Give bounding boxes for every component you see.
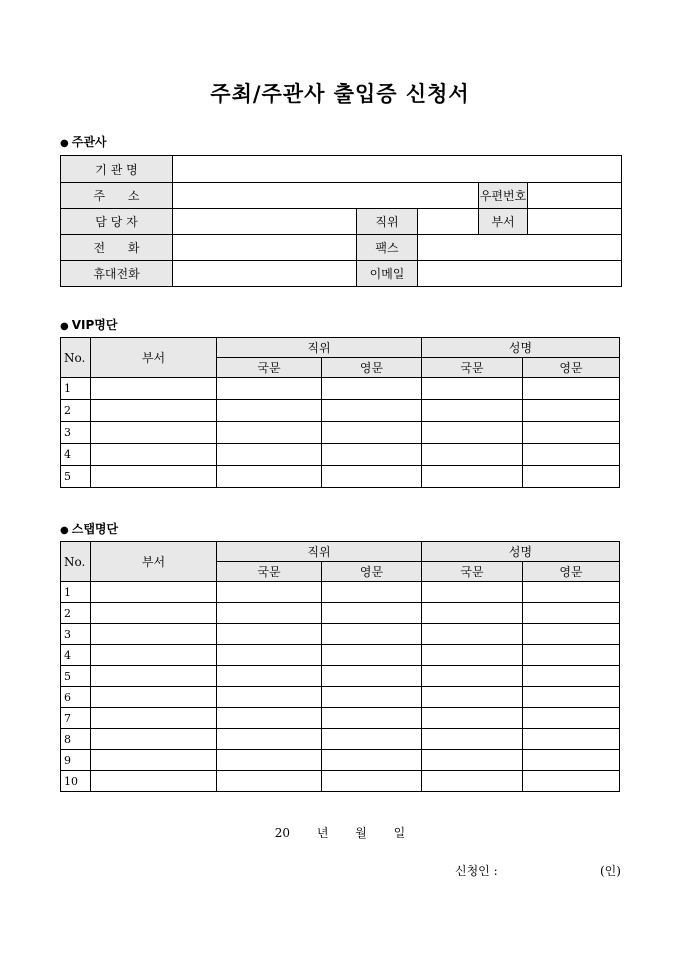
dept-cell[interactable] xyxy=(91,708,217,729)
name-english-cell[interactable] xyxy=(523,582,620,603)
dept-cell[interactable] xyxy=(91,444,217,466)
position-english-cell[interactable] xyxy=(322,771,422,792)
name-english-cell[interactable] xyxy=(523,771,620,792)
table-row xyxy=(61,582,620,603)
row-number: 10 xyxy=(61,771,91,792)
position-english-cell[interactable] xyxy=(322,400,422,422)
bullet-icon: ● xyxy=(60,321,69,332)
row-number: 3 xyxy=(61,624,91,645)
label-fax: 팩스 xyxy=(357,235,418,261)
name-english-cell[interactable] xyxy=(523,378,620,400)
table-row xyxy=(61,771,620,792)
name-korean-cell[interactable] xyxy=(422,422,523,444)
table-row xyxy=(61,400,620,422)
dept-cell[interactable] xyxy=(91,603,217,624)
position-korean-cell[interactable] xyxy=(217,687,322,708)
label-position: 직위 xyxy=(357,209,418,235)
label-email: 이메일 xyxy=(357,261,418,287)
table-row xyxy=(61,422,620,444)
header-name: 성명 xyxy=(422,338,620,358)
form-title: 주최/주관사 출입증 신청서 xyxy=(210,81,470,106)
name-english-cell[interactable] xyxy=(523,603,620,624)
position-english-cell[interactable] xyxy=(322,708,422,729)
header-position-korean: 국문 xyxy=(217,358,322,378)
header-position-english: 영문 xyxy=(322,358,422,378)
name-korean-cell[interactable] xyxy=(422,582,523,603)
dept-cell[interactable] xyxy=(91,729,217,750)
row-number: 1 xyxy=(61,582,91,603)
vip-table xyxy=(60,337,620,488)
row-number: 1 xyxy=(61,378,91,400)
table-row xyxy=(61,378,620,400)
email-field[interactable] xyxy=(418,261,622,287)
position-english-cell[interactable] xyxy=(322,624,422,645)
table-row xyxy=(61,603,620,624)
table-row xyxy=(61,444,620,466)
header-position: 직위 xyxy=(217,338,422,358)
header-name: 성명 xyxy=(422,542,620,562)
org-name-field[interactable] xyxy=(173,156,622,183)
position-english-cell[interactable] xyxy=(322,603,422,624)
department-field[interactable] xyxy=(528,209,622,235)
name-korean-cell[interactable] xyxy=(422,466,523,488)
position-korean-cell[interactable] xyxy=(217,466,322,488)
row-number: 9 xyxy=(61,750,91,771)
table-row xyxy=(61,466,620,488)
row-number: 7 xyxy=(61,708,91,729)
date-prefix: 20 xyxy=(274,826,290,840)
position-korean-cell[interactable] xyxy=(217,378,322,400)
dept-cell[interactable] xyxy=(91,750,217,771)
table-row xyxy=(61,708,620,729)
position-korean-cell[interactable] xyxy=(217,603,322,624)
position-english-cell[interactable] xyxy=(322,750,422,771)
label-phone: 전 화 xyxy=(61,235,173,261)
position-english-cell[interactable] xyxy=(322,422,422,444)
signature-label: 신청인 : xyxy=(455,864,498,878)
name-english-cell[interactable] xyxy=(523,750,620,771)
name-korean-cell[interactable] xyxy=(422,771,523,792)
address-field[interactable] xyxy=(173,183,479,209)
bullet-icon: ● xyxy=(60,138,69,149)
position-korean-cell[interactable] xyxy=(217,666,322,687)
label-department: 부서 xyxy=(479,209,528,235)
section-heading-label: 스탭명단 xyxy=(71,522,119,536)
row-number: 4 xyxy=(61,645,91,666)
name-korean-cell[interactable] xyxy=(422,645,523,666)
position-english-cell[interactable] xyxy=(322,687,422,708)
name-english-cell[interactable] xyxy=(523,687,620,708)
row-number: 5 xyxy=(61,666,91,687)
label-mobile: 휴대전화 xyxy=(61,261,173,287)
row-number: 5 xyxy=(61,466,91,488)
section-heading-label: 주관사 xyxy=(71,135,107,149)
date-day-label: 일 xyxy=(393,826,406,840)
table-row xyxy=(61,750,620,771)
header-no: No. xyxy=(61,338,91,378)
header-name-english: 영문 xyxy=(523,562,620,582)
position-english-cell[interactable] xyxy=(322,729,422,750)
header-position-korean: 국문 xyxy=(217,562,322,582)
name-english-cell[interactable] xyxy=(523,666,620,687)
dept-cell[interactable] xyxy=(91,400,217,422)
dept-cell[interactable] xyxy=(91,422,217,444)
name-korean-cell[interactable] xyxy=(422,624,523,645)
position-field[interactable] xyxy=(418,209,479,235)
position-english-cell[interactable] xyxy=(322,645,422,666)
name-korean-cell[interactable] xyxy=(422,750,523,771)
position-korean-cell[interactable] xyxy=(217,422,322,444)
label-postal-code: 우편번호 xyxy=(479,183,528,209)
section-heading-organizer xyxy=(60,133,107,150)
label-address: 주 소 xyxy=(61,183,173,209)
dept-cell[interactable] xyxy=(91,645,217,666)
position-korean-cell[interactable] xyxy=(217,729,322,750)
label-contact: 담 당 자 xyxy=(61,209,173,235)
name-english-cell[interactable] xyxy=(523,466,620,488)
row-number: 4 xyxy=(61,444,91,466)
position-korean-cell[interactable] xyxy=(217,771,322,792)
name-korean-cell[interactable] xyxy=(422,729,523,750)
header-name-korean: 국문 xyxy=(422,562,523,582)
name-korean-cell[interactable] xyxy=(422,687,523,708)
name-english-cell[interactable] xyxy=(523,624,620,645)
row-number: 6 xyxy=(61,687,91,708)
section-heading-label: VIP명단 xyxy=(71,318,118,332)
row-number: 2 xyxy=(61,400,91,422)
dept-cell[interactable] xyxy=(91,378,217,400)
header-position-english: 영문 xyxy=(322,562,422,582)
name-english-cell[interactable] xyxy=(523,708,620,729)
name-english-cell[interactable] xyxy=(523,400,620,422)
dept-cell[interactable] xyxy=(91,466,217,488)
position-english-cell[interactable] xyxy=(322,582,422,603)
section-heading-staff xyxy=(60,520,118,537)
date-month-label: 월 xyxy=(355,826,367,840)
contact-field[interactable] xyxy=(173,209,357,235)
dept-cell[interactable] xyxy=(91,687,217,708)
position-english-cell[interactable] xyxy=(322,466,422,488)
name-korean-cell[interactable] xyxy=(422,603,523,624)
position-korean-cell[interactable] xyxy=(217,645,322,666)
dept-cell[interactable] xyxy=(91,666,217,687)
position-korean-cell[interactable] xyxy=(217,624,322,645)
table-row xyxy=(61,624,620,645)
header-no: No. xyxy=(61,542,91,582)
position-english-cell[interactable] xyxy=(322,378,422,400)
name-english-cell[interactable] xyxy=(523,444,620,466)
date-line xyxy=(0,824,680,841)
name-korean-cell[interactable] xyxy=(422,378,523,400)
name-korean-cell[interactable] xyxy=(422,444,523,466)
table-row xyxy=(61,645,620,666)
name-english-cell[interactable] xyxy=(523,729,620,750)
phone-field[interactable] xyxy=(173,235,357,261)
postal-code-field[interactable] xyxy=(528,183,622,209)
label-org-name: 기 관 명 xyxy=(61,156,173,183)
position-korean-cell[interactable] xyxy=(217,400,322,422)
dept-cell[interactable] xyxy=(91,624,217,645)
signature-seal: (인) xyxy=(600,864,621,878)
dept-cell[interactable] xyxy=(91,582,217,603)
table-row xyxy=(61,687,620,708)
header-name-korean: 국문 xyxy=(422,358,523,378)
dept-cell[interactable] xyxy=(91,771,217,792)
position-korean-cell[interactable] xyxy=(217,444,322,466)
name-english-cell[interactable] xyxy=(523,422,620,444)
mobile-field[interactable] xyxy=(173,261,357,287)
staff-table xyxy=(60,541,620,792)
row-number: 8 xyxy=(61,729,91,750)
position-english-cell[interactable] xyxy=(322,444,422,466)
name-korean-cell[interactable] xyxy=(422,708,523,729)
table-row xyxy=(61,666,620,687)
bullet-icon: ● xyxy=(60,525,69,536)
header-name-english: 영문 xyxy=(523,358,620,378)
name-korean-cell[interactable] xyxy=(422,400,523,422)
position-korean-cell[interactable] xyxy=(217,582,322,603)
date-year-label: 년 xyxy=(316,826,329,840)
name-korean-cell[interactable] xyxy=(422,666,523,687)
header-dept: 부서 xyxy=(91,542,217,582)
section-heading-vip xyxy=(60,316,117,333)
table-row xyxy=(61,729,620,750)
position-korean-cell[interactable] xyxy=(217,708,322,729)
name-english-cell[interactable] xyxy=(523,645,620,666)
fax-field[interactable] xyxy=(418,235,622,261)
position-english-cell[interactable] xyxy=(322,666,422,687)
row-number: 2 xyxy=(61,603,91,624)
row-number: 3 xyxy=(61,422,91,444)
position-korean-cell[interactable] xyxy=(217,750,322,771)
header-dept: 부서 xyxy=(91,338,217,378)
header-position: 직위 xyxy=(217,542,422,562)
organizer-table xyxy=(60,155,622,287)
